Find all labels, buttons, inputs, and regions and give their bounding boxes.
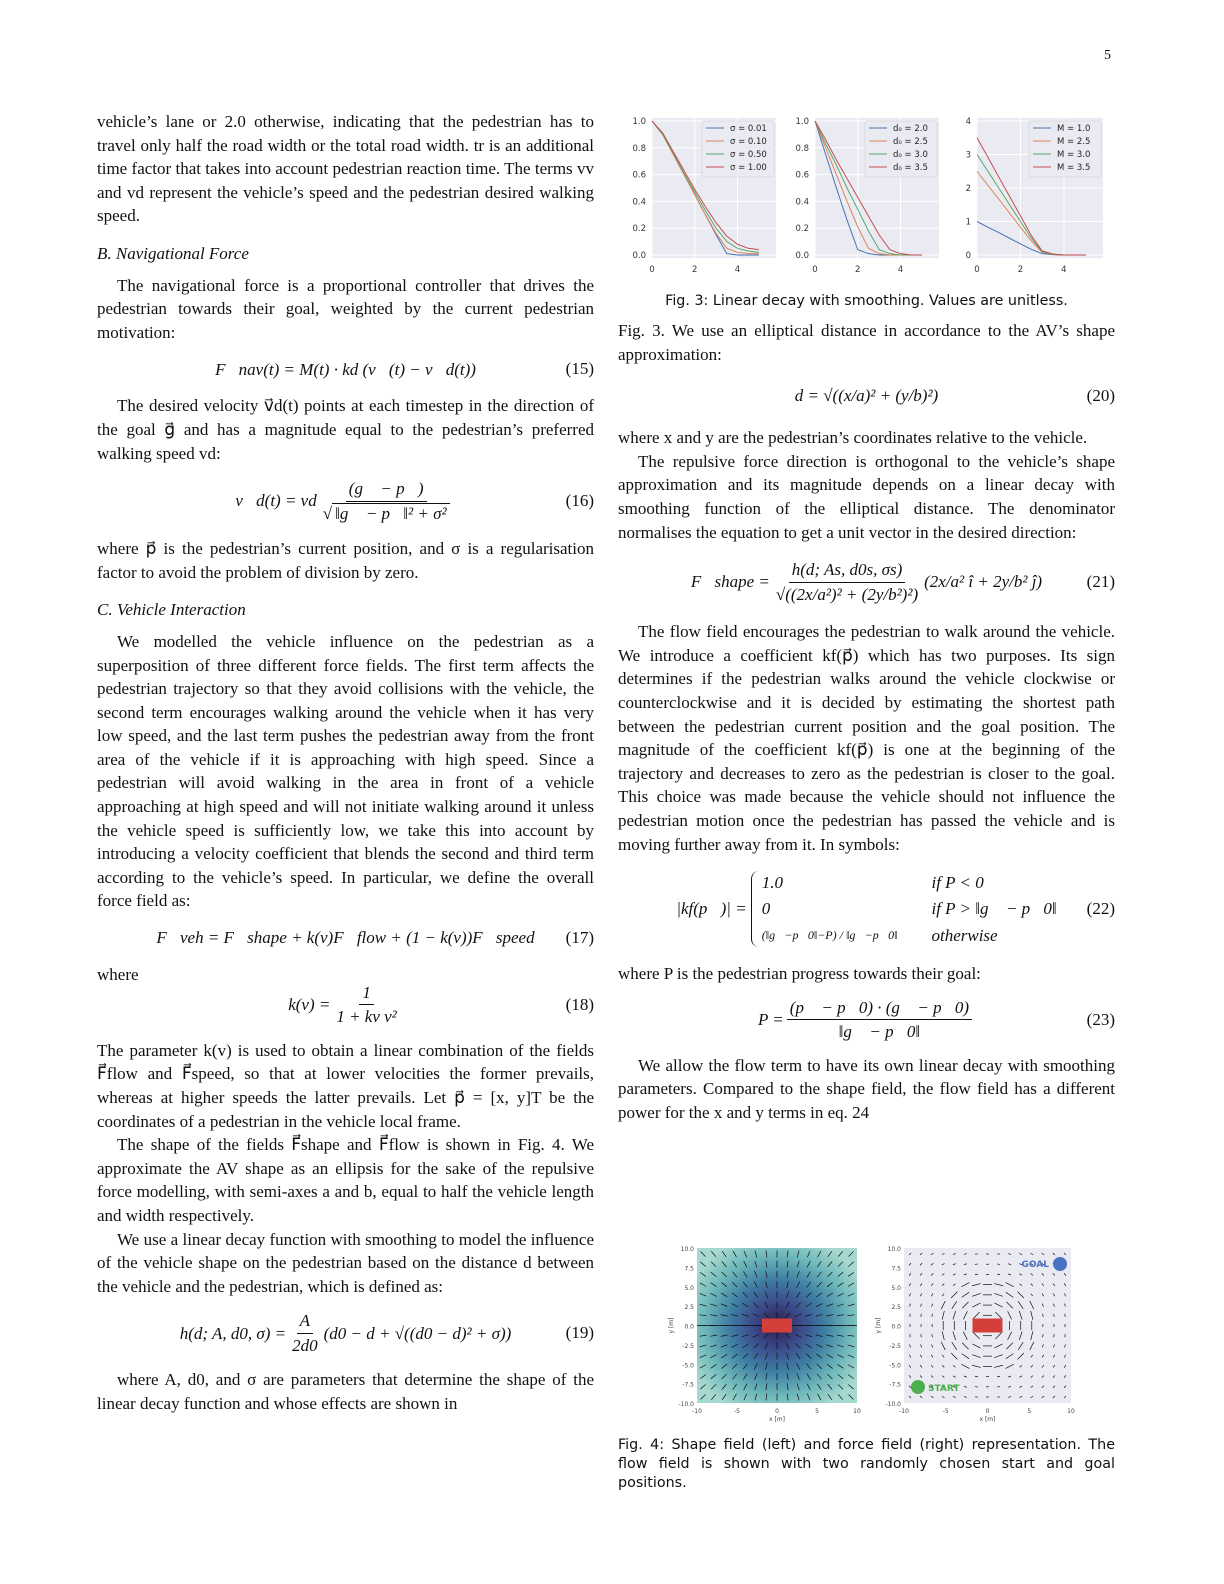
equation-number: (23) bbox=[1086, 1009, 1115, 1029]
case-condition: if P > ‖g⃗ − p⃗0‖ bbox=[931, 899, 1057, 919]
x-tick-label: 4 bbox=[897, 265, 904, 275]
case-value: 1.0 bbox=[761, 872, 783, 892]
paragraph: We modelled the vehicle influence on the pedestrian as a superposition of three different force fields. The first term affects the pedestrian trajectory so that they avoid collisions with the vehicle, the second term encourages walking around the vehicle when it has very low speed, and the last term pushes the pedestrian away from the front area of the vehicle if it is approaching with high speed. Since a pedestrian will avoid walking in the area in front of a vehicle approaching at high speed and will not initiate walking around it unless the vehicle speed is sufficiently low, we take this into account by introducing a velocity coefficient that blends the second and third term according to the vehicle’s speed. In particular, we define the overall force field as: bbox=[97, 631, 594, 911]
y-tick-label: 0.6 bbox=[632, 170, 646, 181]
paragraph: vehicle’s lane or 2.0 otherwise, indicating that the pedestrian has to travel only half the road width or the total road width. tr is an additional time factor that takes into account pedestrian reaction time. The terms vv and vd represent the vehicle’s speed and the pedestrian desired walking speed. bbox=[97, 112, 594, 226]
equation-rhs: (2x/a² î + 2y/b² ĵ) bbox=[924, 572, 1043, 592]
goal-marker bbox=[1053, 1257, 1067, 1271]
paragraph: The desired velocity v⃗d(t) points at each timestep in the direction of the goal g⃗ and has a magnitude equal to the pedestrian’s preferred walking speed vd: bbox=[97, 396, 594, 463]
x-axis-label: x [m] bbox=[979, 1416, 996, 1423]
goal-label: GOAL bbox=[1021, 1260, 1049, 1270]
vehicle-marker bbox=[973, 1319, 1003, 1333]
x-tick-label: 5 bbox=[815, 1408, 819, 1415]
case-value: (‖g⃗−p⃗0‖−P) / ‖g⃗−p⃗0‖ bbox=[761, 927, 898, 942]
equation-number: (22) bbox=[1086, 899, 1115, 919]
x-tick-label: 2 bbox=[1017, 265, 1024, 275]
y-tick-label: -7.5 bbox=[682, 1381, 694, 1389]
x-tick-label: 0 bbox=[974, 265, 980, 275]
equation-body: d = √((x/a)² + (y/b)²) bbox=[794, 386, 939, 406]
legend-label: M = 1.0 bbox=[1057, 124, 1091, 134]
paragraph: where P is the pedestrian progress towards their goal: bbox=[618, 964, 981, 984]
line-chart bbox=[632, 117, 776, 275]
equation-lhs: F⃗shape = bbox=[690, 572, 770, 592]
y-tick-label: 0.2 bbox=[632, 224, 646, 235]
y-tick-label: 2 bbox=[965, 184, 971, 194]
paragraph: where x and y are the pedestrian’s coordinates relative to the vehicle. bbox=[618, 428, 1088, 448]
x-tick-label: 5 bbox=[1027, 1408, 1032, 1415]
equation-number: (16) bbox=[565, 491, 594, 511]
section-heading: B. Navigational Force bbox=[97, 243, 249, 263]
y-tick-label: -2.5 bbox=[889, 1342, 901, 1350]
y-tick-label: 7.5 bbox=[891, 1265, 901, 1273]
legend-label: σ = 0.10 bbox=[730, 137, 767, 147]
y-tick-label: 2.5 bbox=[684, 1304, 694, 1312]
y-tick-label: 4 bbox=[965, 117, 971, 127]
fraction-numerator: A bbox=[297, 1309, 313, 1334]
fraction-numerator: (p⃗ − p⃗0) · (g⃗ − p⃗0) bbox=[787, 996, 972, 1021]
y-tick-label: 3 bbox=[965, 150, 971, 161]
equation-19 bbox=[97, 1308, 594, 1358]
y-tick-label: 0 bbox=[965, 251, 971, 261]
equation-fraction bbox=[333, 981, 399, 1029]
y-tick-label: 2.5 bbox=[891, 1304, 901, 1312]
x-tick-label: 4 bbox=[1061, 265, 1067, 275]
y-tick-label: -5.0 bbox=[889, 1362, 901, 1370]
legend-label: d₀ = 3.0 bbox=[893, 150, 928, 160]
x-tick-label: -10 bbox=[692, 1408, 702, 1415]
case-condition: if P < 0 bbox=[931, 872, 984, 892]
equation-21 bbox=[618, 554, 1115, 610]
fraction-numerator: 1 bbox=[359, 981, 374, 1006]
x-tick-label: 0 bbox=[812, 265, 818, 275]
equation-lhs: h(d; A, d0, σ) = bbox=[179, 1323, 287, 1343]
fraction-denominator: ‖g⃗ − p⃗0‖ bbox=[838, 1022, 921, 1042]
equation-20 bbox=[618, 376, 1115, 416]
x-tick-label: 2 bbox=[692, 265, 698, 275]
legend-label: M = 2.5 bbox=[1057, 137, 1091, 147]
section-heading: C. Vehicle Interaction bbox=[97, 600, 246, 620]
legend-label: d₀ = 2.5 bbox=[893, 137, 928, 147]
right-column bbox=[618, 292, 1115, 1125]
equation-number: (21) bbox=[1086, 572, 1115, 592]
y-tick-label: -10.0 bbox=[678, 1401, 694, 1408]
equation-body: F⃗nav(t) = M(t) · kd (v⃗(t) − v⃗d(t)) bbox=[215, 359, 476, 379]
case-condition: otherwise bbox=[931, 925, 998, 945]
equation-number: (15) bbox=[565, 359, 594, 379]
paragraph: The flow field encourages the pedestrian to walk around the vehicle. We introduce a coefficient kf(p⃗) which has two purposes. Its sign determines if the pedestrian walks around the vehicle clockwise or counterclockwise and it is decided by estimating the shortest path between the pedestrian current position and the goal position. The magnitude of the coefficient kf(p⃗) is one at the beginning of the trajectory and decreases to zero as the pedestrian is closer to the goal. This choice was made because the vehicle should not influence the pedestrian motion once the pedestrian has passed the vehicle and is moving further away from it. In symbols: bbox=[618, 622, 1115, 854]
left-column bbox=[97, 110, 594, 1416]
paragraph: The shape of the fields F⃗shape and F⃗flow is shown in Fig. 4. We approximate the AV shape as an ellipsis for the sake of the repulsive force modelling, with semi-axes a and b, equal to half the vehicle length and width respectively. bbox=[97, 1135, 594, 1225]
paragraph: We use a linear decay function with smoothing to model the influence of the vehicle shape on the pedestrian based on the distance d between the vehicle and the pedestrian, which is defined as: bbox=[97, 1229, 594, 1296]
legend-label: M = 3.5 bbox=[1057, 163, 1091, 173]
x-tick-label: 0 bbox=[649, 265, 655, 275]
y-axis-label: y [m] bbox=[668, 1317, 675, 1334]
paragraph: Fig. 3. We use an elliptical distance in accordance to the AV’s shape approximation: bbox=[618, 321, 1115, 364]
equation-rhs: (d0 − d + √((d0 − d)² + σ)) bbox=[323, 1323, 512, 1343]
equation-lhs: P = bbox=[757, 1009, 784, 1029]
equation-body: F⃗veh = F⃗shape + k(v)F⃗flow + (1 − k(v))F⃗speed bbox=[156, 928, 535, 948]
fig4-field-plots bbox=[640, 1239, 1080, 1425]
x-tick-label: 10 bbox=[853, 1408, 861, 1415]
fig3-caption: Fig. 3: Linear decay with smoothing. Values are unitless. bbox=[665, 293, 1068, 309]
x-tick-label: 2 bbox=[855, 265, 861, 275]
paragraph: We allow the flow term to have its own linear decay with smoothing parameters. Compared to the shape field, the flow field has a different power for the x and y terms in eq. 24 bbox=[618, 1055, 1115, 1123]
sqrt-content: ‖g⃗ − p⃗‖² + σ² bbox=[332, 503, 450, 523]
legend-label: d₀ = 3.5 bbox=[893, 163, 928, 173]
x-tick-label: 4 bbox=[734, 265, 741, 275]
y-tick-label: -10.0 bbox=[885, 1401, 901, 1408]
y-tick-label: 0.4 bbox=[795, 197, 809, 208]
equation-22 bbox=[618, 866, 1115, 952]
legend-label: σ = 1.00 bbox=[730, 163, 767, 173]
equation-16 bbox=[97, 475, 594, 527]
fraction-denominator: √((2x/a²)² + (2y/b²)²) bbox=[775, 584, 919, 604]
line-chart bbox=[966, 117, 1103, 275]
equation-fraction bbox=[787, 996, 972, 1044]
equation-number: (17) bbox=[565, 928, 594, 948]
equation-lhs: k(v) = bbox=[288, 994, 331, 1014]
x-tick-label: -5 bbox=[942, 1408, 949, 1415]
y-tick-label: 0.8 bbox=[795, 143, 809, 154]
page-number: 5 bbox=[1104, 48, 1111, 63]
y-tick-label: 5.0 bbox=[684, 1284, 694, 1292]
fraction-denominator: √ ‖g⃗ − p⃗‖² + σ² bbox=[320, 502, 453, 526]
paragraph: The repulsive force direction is orthogonal to the vehicle’s shape approximation and its magnitude depends on a linear decay with smoothing function of the elliptical distance. The denominator normalises the equation to get a unit vector in the desired direction: bbox=[618, 451, 1115, 542]
equation-cases bbox=[751, 871, 1057, 948]
y-tick-label: 0.0 bbox=[632, 251, 646, 261]
fraction-denominator: 2d0 bbox=[292, 1335, 318, 1355]
fig4-caption: Fig. 4: Shape field (left) and force field (right) representation. The flow field is shown with two randomly chosen start and goal positions. bbox=[618, 1437, 1115, 1491]
paragraph: The parameter k(v) is used to obtain a linear combination of the fields F⃗flow and F⃗speed, so that at lower velocities the former prevails, whereas at higher speeds the latter prevails. Let p⃗ = [x, y]T be the coordinates of a pedestrian in the vehicle local frame. bbox=[97, 1040, 594, 1131]
y-tick-label: 0.0 bbox=[891, 1323, 901, 1331]
y-axis-label: y [m] bbox=[875, 1317, 882, 1334]
paragraph: The navigational force is a proportional controller that drives the pedestrian towards their goal, weighted by the current pedestrian motivation: bbox=[97, 275, 594, 342]
paragraph: where bbox=[97, 965, 139, 985]
paragraph: where A, d0, and σ are parameters that determine the shape of the linear decay function and whose effects are shown in bbox=[97, 1370, 594, 1413]
x-axis-label: x [m] bbox=[769, 1416, 785, 1423]
y-tick-label: 1 bbox=[965, 217, 971, 228]
equation-fraction bbox=[320, 477, 453, 525]
x-tick-label: 10 bbox=[1067, 1408, 1075, 1415]
y-tick-label: 0.0 bbox=[684, 1323, 694, 1331]
legend-label: σ = 0.50 bbox=[730, 150, 767, 160]
equation-number: (18) bbox=[565, 994, 594, 1014]
y-tick-label: 0.8 bbox=[632, 143, 646, 154]
equation-fraction bbox=[289, 1309, 321, 1357]
y-tick-label: 7.5 bbox=[684, 1265, 694, 1273]
y-tick-label: -7.5 bbox=[889, 1381, 901, 1389]
fraction-numerator: h(d; As, d0s, σs) bbox=[789, 558, 906, 583]
y-tick-label: 0.0 bbox=[795, 251, 809, 261]
start-label: START bbox=[928, 1384, 960, 1394]
equation-lhs: |kf(p⃗)| = bbox=[676, 899, 747, 919]
equation-number: (20) bbox=[1086, 386, 1115, 406]
flow-field-plot bbox=[875, 1246, 1075, 1423]
fig3-charts bbox=[622, 114, 1108, 284]
legend-label: M = 3.0 bbox=[1057, 150, 1091, 160]
x-tick-label: 0 bbox=[775, 1408, 779, 1415]
y-tick-label: -2.5 bbox=[682, 1342, 694, 1350]
vehicle-marker bbox=[762, 1319, 792, 1333]
x-tick-label: -5 bbox=[734, 1408, 740, 1415]
legend-label: σ = 0.01 bbox=[730, 124, 767, 134]
equation-17 bbox=[97, 923, 594, 953]
y-tick-label: -5.0 bbox=[682, 1362, 694, 1370]
start-marker bbox=[911, 1380, 925, 1394]
legend-label: d₀ = 2.0 bbox=[893, 124, 928, 134]
equation-fraction bbox=[773, 558, 921, 606]
x-tick-label: -10 bbox=[899, 1408, 909, 1415]
y-tick-label: 1.0 bbox=[632, 117, 646, 127]
shape-field-plot bbox=[668, 1246, 861, 1423]
equation-lhs: v⃗d(t) = vd bbox=[235, 491, 317, 511]
y-tick-label: 0.2 bbox=[795, 224, 809, 235]
equation-23 bbox=[618, 996, 1115, 1044]
y-tick-label: 10.0 bbox=[680, 1246, 694, 1253]
fraction-numerator: (g⃗ − p⃗) bbox=[346, 477, 427, 502]
line-chart bbox=[795, 117, 939, 275]
equation-number: (19) bbox=[565, 1323, 594, 1343]
x-tick-label: 0 bbox=[985, 1408, 990, 1415]
y-tick-label: 0.4 bbox=[632, 197, 646, 208]
y-tick-label: 5.0 bbox=[891, 1284, 901, 1292]
equation-18 bbox=[97, 981, 594, 1029]
equation-15 bbox=[97, 354, 594, 384]
y-tick-label: 1.0 bbox=[795, 117, 809, 127]
y-tick-label: 0.6 bbox=[795, 170, 809, 181]
fraction-denominator: 1 + kv v² bbox=[336, 1007, 397, 1027]
y-tick-label: 10.0 bbox=[887, 1246, 901, 1253]
paragraph: where p⃗ is the pedestrian’s current position, and σ is a regularisation factor to avoid the problem of division by zero. bbox=[97, 539, 594, 582]
case-value: 0 bbox=[761, 899, 771, 919]
